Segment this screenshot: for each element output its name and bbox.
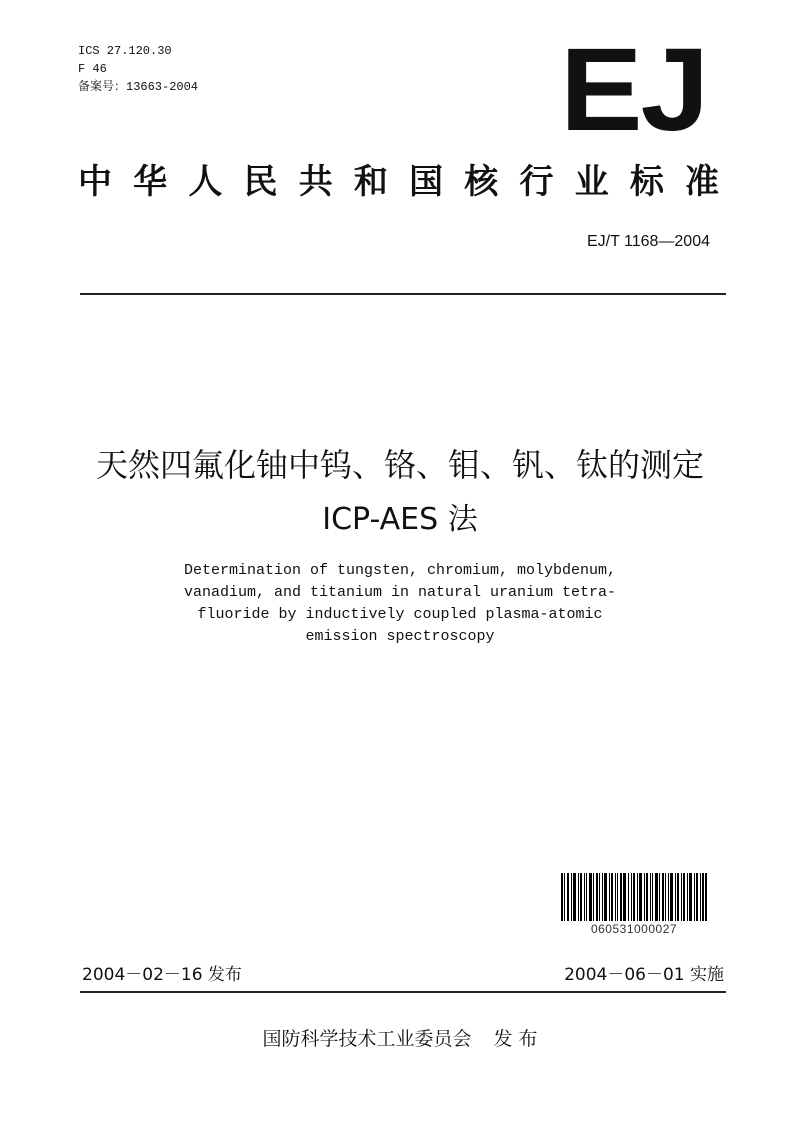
title-chinese-line2: ICP-AES 法 (322, 502, 478, 537)
title-english-line: Determination of tungsten, chromium, molybdenum, (183, 562, 617, 579)
top-divider (80, 293, 726, 295)
title-english-line: fluoride by inductively coupled plasma-atomic (197, 606, 603, 623)
title-english-line: vanadium, and titanium in natural uranium tetra- (183, 584, 617, 601)
issuer-action: 发 布 (493, 1028, 538, 1050)
title-english (100, 560, 700, 648)
class-code: F 46 (78, 62, 107, 76)
title-english-line: emission spectroscopy (305, 628, 495, 645)
barcode (561, 873, 707, 921)
metadata-block (78, 42, 198, 96)
implement-date: 2004－06－01 实施 (564, 965, 724, 985)
issuer-org: 国防科学技术工业委员会 (262, 1028, 472, 1050)
barcode-number: 060531000027 (590, 922, 678, 936)
org-title: 中华人民共和国核行业标准 (78, 162, 723, 202)
issue-date: 2004－02－16 发布 (82, 965, 242, 985)
bottom-divider (80, 991, 726, 993)
issuer-line (0, 1024, 800, 1051)
filing-number: 备案号：13663-2004 (78, 80, 199, 94)
title-chinese-line1: 天然四氟化铀中钨、铬、钼、钒、钛的测定 (95, 446, 704, 484)
standard-number: EJ/T 1168—2004 (586, 233, 710, 250)
ej-logo: EJ (560, 24, 708, 156)
ics-code: ICS 27.120.30 (78, 44, 172, 58)
